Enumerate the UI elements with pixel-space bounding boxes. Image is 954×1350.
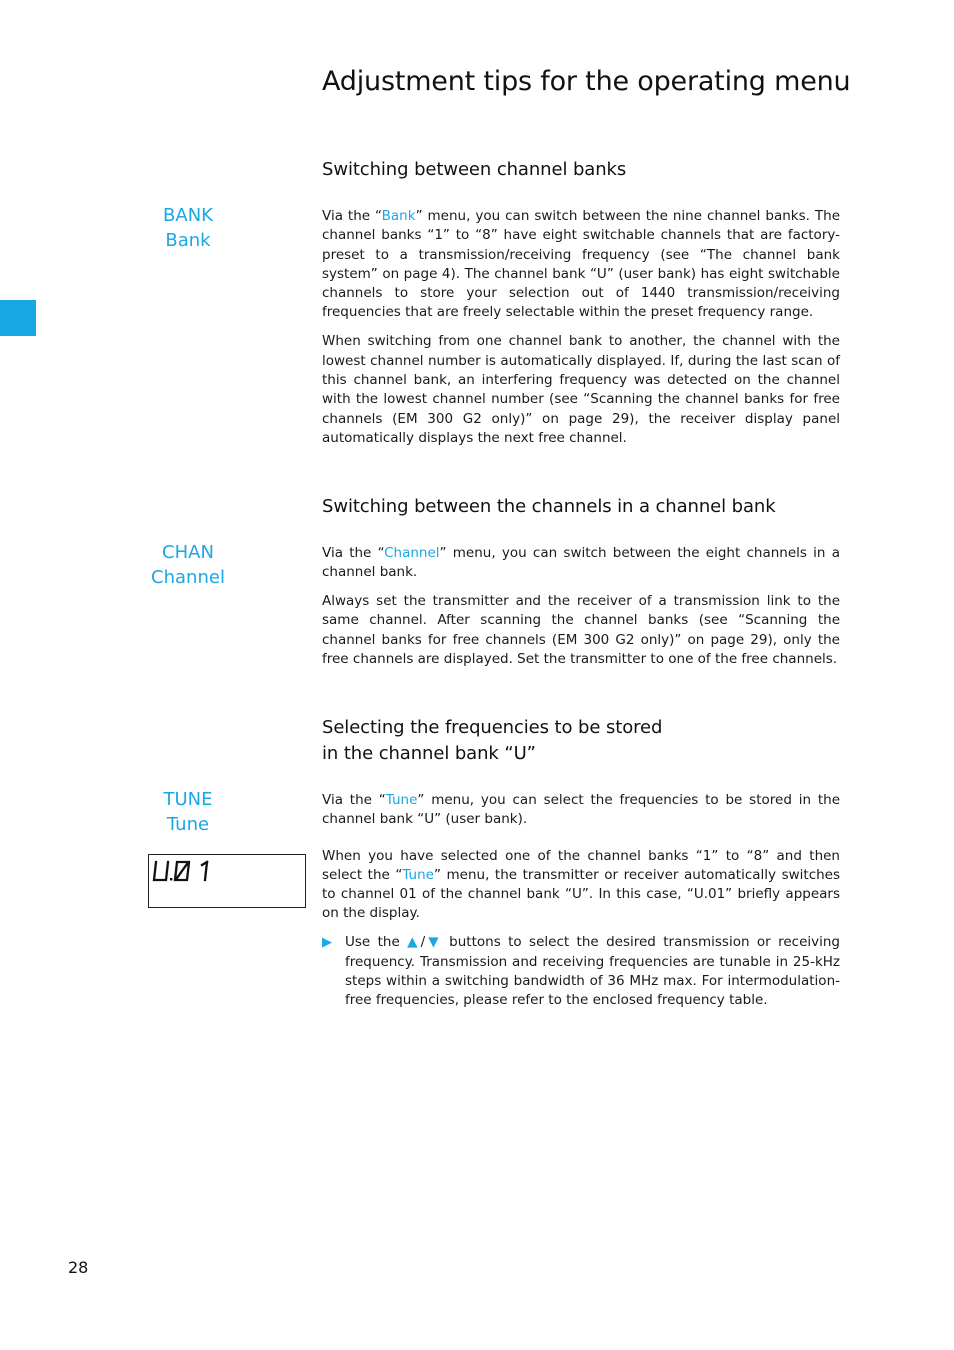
menu-name-tune: Tune	[402, 866, 434, 883]
side-label-channel-upper: CHAN	[162, 542, 214, 563]
section-body-frequencies	[322, 791, 840, 1020]
section-body-channel-banks	[322, 207, 840, 458]
paragraph	[322, 847, 840, 924]
up-arrow-icon: ▲	[407, 934, 421, 951]
chapter-tab-marker	[0, 300, 36, 336]
text: ” menu, you can select the frequencies to be stored in the channel bank “U” (user bank).	[322, 792, 841, 828]
text: Via the “	[322, 208, 382, 224]
section-heading-channel-banks: Switching between channel banks	[322, 159, 627, 180]
heading-line: in the channel bank “U”	[322, 743, 536, 764]
page-title: Adjustment tips for the operating menu	[322, 66, 851, 97]
side-label-bank	[136, 203, 240, 253]
paragraph	[322, 544, 840, 583]
text: buttons to select the desired transmission or receiving frequency. Transmission and receiving frequencies are tunable in 25-kHz steps within a switching bandwidth of 36 MHz max. For intermodulation-free frequencies, please refer to the enclosed frequency table.	[345, 934, 840, 1009]
text: ” menu, you can switch between the eight channels in a channel bank.	[322, 545, 840, 581]
heading-line: Selecting the frequencies to be stored	[322, 717, 663, 738]
paragraph: When switching from one channel bank to another, the channel with the lowest channel number is automatically displayed. If, during the last scan of this channel bank, an interfering frequency was detected on the channel with the lowest channel number (see “Scanning the channel banks for free channels (EM 300 G2 only)” on page 29), the receiver display panel automatically displays the next free channel.	[322, 333, 840, 446]
section-heading-frequencies	[322, 715, 662, 767]
section-body-channels	[322, 544, 840, 679]
text: Via the “	[322, 545, 385, 561]
text: Use the	[345, 934, 408, 951]
text: ” menu, the transmitter or receiver automatically switches to channel 01 of the channel bank “U”. In this case, “U.01” briefly appears on the display.	[322, 866, 841, 922]
side-label-bank-upper: BANK	[163, 205, 213, 226]
side-label-tune-upper: TUNE	[163, 789, 213, 810]
paragraph: Always set the transmitter and the receiver of a transmission link to the same channel. After scanning the channel banks (see “Scanning the channel banks for free channels (EM 300 G2 only)” on page 29), only the free channels are displayed. Set the transmitter to one of the free channels.	[322, 593, 840, 668]
text: /	[420, 934, 426, 951]
side-label-bank-lower: Bank	[165, 230, 211, 251]
menu-name-channel: Channel	[384, 545, 440, 561]
side-label-tune-lower: Tune	[166, 814, 210, 835]
side-label-channel	[136, 540, 240, 590]
page-number: 28	[68, 1258, 89, 1277]
lcd-readout-u01	[149, 855, 305, 907]
menu-name-tune: Tune	[385, 792, 418, 808]
instruction-bullet	[322, 933, 840, 1010]
side-label-channel-lower: Channel	[151, 567, 225, 588]
text: ” menu, you can switch between the nine channel banks. The channel banks “1” to “8” have eight switchable channels that are factory-preset to a transmission/receiving frequency (see “The channel bank system” on page 4). The channel bank “U” (user bank) has eight switchable channels to store your selection out of 1440 transmission/receiving frequencies that are freely selectable within the preset frequency range.	[322, 208, 840, 321]
menu-name-bank: Bank	[381, 208, 416, 224]
paragraph	[322, 207, 840, 323]
text: When you have selected one of the channel banks “1” to “8” and then select the “	[322, 847, 840, 883]
down-arrow-icon: ▼	[425, 934, 442, 951]
section-heading-channels: Switching between the channels in a channel bank	[322, 496, 776, 517]
bullet-arrow-icon: ▶	[322, 935, 332, 951]
lcd-display-illustration	[148, 854, 306, 908]
side-label-tune	[136, 787, 240, 837]
paragraph	[322, 791, 840, 830]
text: Via the “	[322, 792, 386, 808]
